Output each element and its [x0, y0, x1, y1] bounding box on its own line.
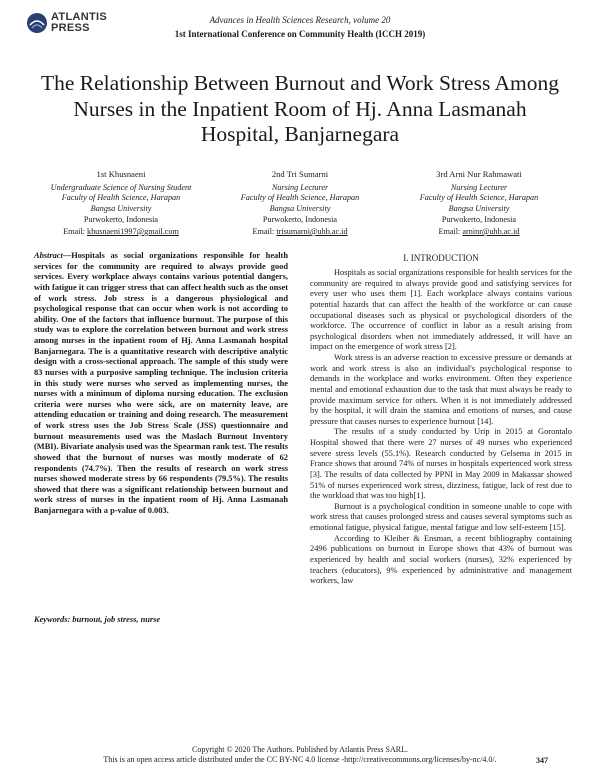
page-footer [0, 745, 600, 765]
author-block-3 [384, 169, 574, 238]
author-city: Purwokerto, Indonesia [441, 215, 517, 225]
email-label: Email: [63, 226, 85, 236]
author-faculty: Faculty of Health Science, Harapan [240, 193, 360, 203]
author-university: Bangsa University [448, 203, 510, 213]
author-block-2 [205, 169, 395, 238]
paragraph: Work stress is an adverse reaction to excessive pressure or demands at work and work stress is also an individual's psychological response to demands in the workplace and works environment. Often they experience mental and emotional exhaustion due to the task that must always be ready to provide maximum service for others. When it is not immediately addressed by the hospital, it will drain the stamina and emotions of nurses, and cause pressure that causes nurses to experience burnout [14]. [310, 353, 572, 426]
paragraph: The results of a study conducted by Urip in 2015 at Gorontalo Hospital showed that there were 27 nurses of 49 nurses who experienced severe stress levels (55.1%). Research conducted by Gelsema in 2015 in France shows that around 74% of nurses in hospitals experienced work stress [3]. The results of data collected by PPNI in May 2009 in Makassar showed 51% of nurses experienced work stress, dizziness, fatigue, lack of rest due to the workload that was too high[1]. [310, 427, 572, 501]
author-block-1 [26, 169, 216, 238]
author-email[interactable]: khusnaeni1997@gmail.com [86, 226, 179, 236]
abstract-label: Abstract [34, 251, 63, 260]
logo-line1: ATLANTIS [51, 11, 107, 23]
logo-line2: PRESS [51, 22, 90, 34]
introduction-body [310, 268, 572, 587]
author-role: Nursing Lecturer [450, 182, 508, 192]
abstract-text: —Hospitals as social organizations responsible for health services for the community are required to always provide good services. Every workplace always contains various potential dangers, with fatigue it can trigger stress that can affect health such as the onset of work stress. Job stress is a dangerous physiological and psychological response that can occur when work is not according to ability. One of the factors that influence burnout. The purpose of this study was to explore the correlation between burnout and work stress among nurses in the inpatient room of Hj. Anna Lasmanah hospital Banjarnegara. The is a quantitative research with descriptive analytic design with a cross-sectional approach. The sample of this study were 83 nurses with a purposive sampling technique. The inclusion criteria in this study were nurses who served as implementing nurses, the nurses with a minimum of diploma nursing education. The exclusion criteria were nurses who were sick, are on maternity leave, are attending education or training and doing research. The measurement of work stress uses the Job Stress Scale (JSS) questionnaire and burnout measurements used was the Maslach Burnout Inventory (MBI). Bivariate analysis used was the Spearman rank test. The results showed that the burnout of nurses was mostly moderate of 62 respondents (74.7%). Then the results of research on work stress nurses showed moderate stress by 66 respondents (79.5%). The results showed that there was a significant relationship between burnout and work stress of nurses in the inpatient room of Hj. Anna Lasmanah Banjarnegara with a p-value of 0.003. [34, 251, 288, 515]
author-university: Bangsa University [269, 203, 331, 213]
author-faculty: Faculty of Health Science, Harapan [61, 193, 181, 203]
author-email-line [205, 227, 395, 238]
paragraph: According to Kleiber & Ensman, a recent bibliography containing 2496 publications on burnout in Europe shows that 43% of burnout was experienced by health and social workers (nurses), 32% experienced by teachers (educators), 9% experienced by administrative and management workers, law [310, 533, 572, 586]
keywords: Keywords: burnout, job stress, nurse [34, 615, 161, 624]
author-city: Purwokerto, Indonesia [83, 215, 159, 225]
author-role: Nursing Lecturer [271, 182, 329, 192]
author-faculty: Faculty of Health Science, Harapan [419, 193, 539, 203]
author-name: 2nd Tri Sumarni [271, 169, 329, 179]
author-city: Purwokerto, Indonesia [262, 215, 338, 225]
copyright-notice: Copyright © 2020 The Authors. Published by Atlantis Press SARL. [192, 745, 408, 754]
abstract [34, 251, 288, 517]
author-role: Undergraduate Science of Nursing Student [50, 182, 192, 192]
author-email-line [384, 227, 574, 238]
page-number: 347 [536, 756, 548, 765]
author-name: 1st Khusnaeni [96, 169, 146, 179]
author-name: 3rd Arni Nur Rahmawati [436, 169, 522, 179]
conference-name: 1st International Conference on Community Health (ICCH 2019) [174, 29, 426, 39]
author-university: Bangsa University [90, 203, 152, 213]
journal-name: Advances in Health Sciences Research, volume 20 [209, 15, 391, 25]
author-email[interactable]: trisumarni@uhb.ac.id [276, 226, 348, 236]
license-notice: This is an open access article distributed under the CC BY-NC 4.0 license -http://creativecommons.org/licenses/by-nc/4.0/. [103, 755, 497, 764]
paragraph: Hospitals as social organizations responsible for health services for the community are required to always provide good and satisfying services for every user who uses them [1]. Each workplace always contains various potential hazards that can affect the health of the workforce or can cause occupational diseases such as physical or psychological disorders of the workforce. The occurrence of conflict in labor as a result arising from psychological disorders when not immediately addressed, it will have an impact on the emergence of work stress [2]. [310, 268, 572, 352]
paragraph: Burnout is a psychological condition in someone unable to cope with work stress that causes prolonged stress and causes several symptoms such as emotional fatigue, physical fatigue, mental fatigue and low self-esteem [15]. [310, 501, 572, 532]
email-label: Email: [252, 226, 275, 236]
email-label: Email: [438, 226, 461, 236]
author-email[interactable]: arninr@uhb.ac.id [462, 226, 520, 236]
paper-title: The Relationship Between Burnout and Work Stress Among Nurses in the Inpatient Room of Hj. Anna Lasmanah Hospital, Banjarnegara [41, 71, 559, 146]
author-email-line [26, 227, 216, 238]
section-heading: I. INTRODUCTION [403, 253, 479, 263]
